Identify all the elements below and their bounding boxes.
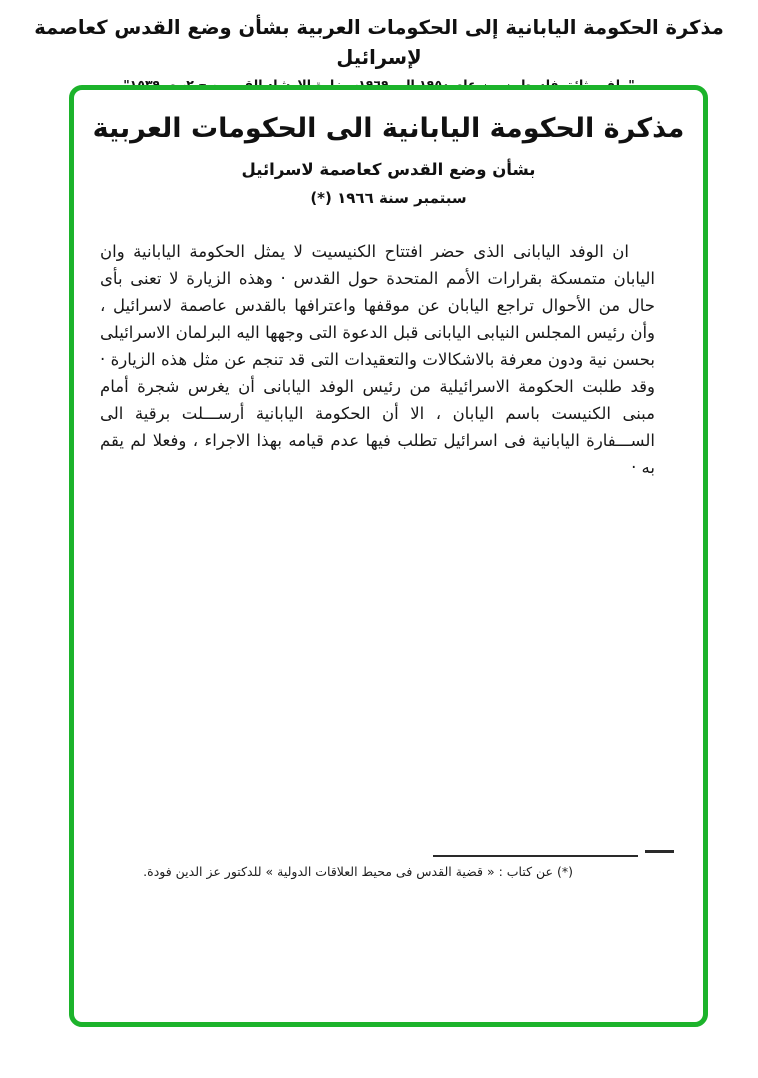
page-header xyxy=(16,13,742,92)
header-title: مذكرة الحكومة اليابانية إلى الحكومات العربية بشأن وضع القدس كعاصمة لإسرائيل xyxy=(34,16,724,70)
document-date: سبتمبر سنة ١٩٦٦ (*) xyxy=(310,188,467,207)
footnote-dash xyxy=(645,850,674,853)
footnote-text: (*) عن كتاب : « قضية القدس فى محيط العلاقات الدولية » للدكتور عز الدين فودة. xyxy=(143,864,573,879)
document-body: ان الوفد اليابانى الذى حضر افتتاح الكنيسيت لا يمثل الحكومة اليابانية وان اليابان متمسكة بقرارات الأمم المتحدة حول القدس · وهذه الزيارة لا تعنى بأى حال من الأحوال تراجع اليابان عن موقفها واعترافها بالقدس عاصمة لاسرائيل ، وأن رئيس المجلس النيابى اليابانى قبل الدعوة التى وجهها اليه البرلمان الاسرائيلى بحسن نية ودون معرفة بالاشكالات والتعقيدات التى قد تنجم عن مثل هذه الزيارة · وقد طلبت الحكومة الاسرائيلية من رئيس الوفد اليابانى أن يغرس شجرة أمام مبنى الكنيست باسم اليابان ، الا أن الحكومة اليابانية أرســـلت برقية الى الســـفارة اليابانية فى اسرائيل تطلب فيها عدم قيامه بهذا الاجراء ، وفعلا لم يقم به · xyxy=(100,241,655,477)
footnote-rule xyxy=(433,855,638,857)
document-subtitle: بشأن وضع القدس كعاصمة لاسرائيل xyxy=(241,159,536,179)
document-frame xyxy=(69,85,708,1027)
document-title: مذكرة الحكومة اليابانية الى الحكومات العربية xyxy=(92,113,685,144)
